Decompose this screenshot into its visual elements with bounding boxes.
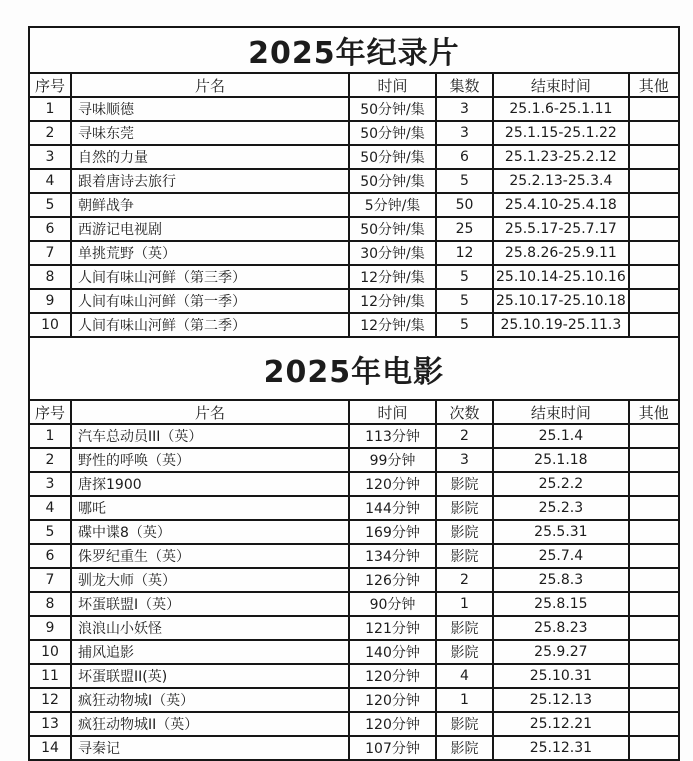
table-row <box>29 424 679 448</box>
table-cell: 西游记电视剧 <box>71 217 349 241</box>
table-cell: 影院 <box>436 616 493 640</box>
movie-table-body <box>29 424 679 760</box>
table-row <box>29 520 679 544</box>
table-cell: 捕风追影 <box>71 640 349 664</box>
table-row <box>29 97 679 121</box>
table-cell: 疯狂动物城II（英） <box>71 712 349 736</box>
table-cell: 25.9.27 <box>493 640 629 664</box>
table-row <box>29 568 679 592</box>
table-cell: 50 <box>436 193 493 217</box>
table-cell: 3 <box>436 121 493 145</box>
table-cell: 2 <box>436 568 493 592</box>
table-cell <box>629 424 679 448</box>
table-cell: 3 <box>29 145 71 169</box>
table-cell: 影院 <box>436 496 493 520</box>
table-cell: 寻味东莞 <box>71 121 349 145</box>
table-cell: 1 <box>436 592 493 616</box>
table-cell: 169分钟 <box>349 520 436 544</box>
table-cell: 25.12.13 <box>493 688 629 712</box>
table-cell <box>629 616 679 640</box>
movie-table-title: 2025年电影 <box>29 337 679 400</box>
table-cell: 50分钟/集 <box>349 145 436 169</box>
table-row <box>29 472 679 496</box>
column-header-duration: 时间 <box>349 400 436 424</box>
table-cell: 12 <box>436 241 493 265</box>
table-cell <box>629 496 679 520</box>
column-header-duration: 时间 <box>349 73 436 97</box>
table-cell: 11 <box>29 664 71 688</box>
table-cell: 5 <box>29 520 71 544</box>
table-cell: 25.10.14-25.10.16 <box>493 265 629 289</box>
table-cell <box>629 472 679 496</box>
table-cell: 140分钟 <box>349 640 436 664</box>
table-cell: 25.1.15-25.1.22 <box>493 121 629 145</box>
table-cell: 影院 <box>436 472 493 496</box>
table-cell: 疯狂动物城I（英） <box>71 688 349 712</box>
table-cell: 影院 <box>436 520 493 544</box>
table-row <box>29 592 679 616</box>
table-cell <box>629 688 679 712</box>
table-cell: 影院 <box>436 712 493 736</box>
table-cell: 30分钟/集 <box>349 241 436 265</box>
table-cell: 人间有味山河鲜（第一季） <box>71 289 349 313</box>
table-cell: 3 <box>436 97 493 121</box>
table-cell: 4 <box>29 496 71 520</box>
table-cell: 2 <box>29 121 71 145</box>
table-cell: 25.10.17-25.10.18 <box>493 289 629 313</box>
table-cell <box>629 121 679 145</box>
column-header-index: 序号 <box>29 73 71 97</box>
table-cell: 唐探1900 <box>71 472 349 496</box>
documentary-header-row <box>29 73 679 97</box>
table-cell: 4 <box>436 664 493 688</box>
table-row <box>29 241 679 265</box>
table-cell <box>629 640 679 664</box>
table-cell: 5分钟/集 <box>349 193 436 217</box>
table-cell <box>629 193 679 217</box>
table-cell: 7 <box>29 241 71 265</box>
column-header-other: 其他 <box>629 400 679 424</box>
documentary-table-head <box>29 27 679 97</box>
table-cell: 25.2.13-25.3.4 <box>493 169 629 193</box>
table-cell: 134分钟 <box>349 544 436 568</box>
documentary-title-row <box>29 27 679 73</box>
table-cell: 13 <box>29 712 71 736</box>
table-cell <box>629 448 679 472</box>
table-cell <box>629 241 679 265</box>
column-header-end-date: 结束时间 <box>493 73 629 97</box>
table-cell: 5 <box>29 193 71 217</box>
table-cell <box>629 97 679 121</box>
table-cell: 2 <box>436 424 493 448</box>
table-cell: 3 <box>29 472 71 496</box>
table-cell: 25 <box>436 217 493 241</box>
table-cell: 107分钟 <box>349 736 436 760</box>
table-cell: 25.5.17-25.7.17 <box>493 217 629 241</box>
table-cell: 144分钟 <box>349 496 436 520</box>
table-cell: 寻秦记 <box>71 736 349 760</box>
table-cell: 3 <box>436 448 493 472</box>
table-cell: 6 <box>29 217 71 241</box>
table-cell: 12分钟/集 <box>349 313 436 337</box>
table-cell: 单挑荒野（英） <box>71 241 349 265</box>
table-cell: 6 <box>436 145 493 169</box>
table-cell: 25.8.15 <box>493 592 629 616</box>
table-cell: 12 <box>29 688 71 712</box>
table-cell: 寻味顺德 <box>71 97 349 121</box>
table-cell: 25.8.26-25.9.11 <box>493 241 629 265</box>
table-cell: 120分钟 <box>349 472 436 496</box>
table-cell: 120分钟 <box>349 712 436 736</box>
table-cell: 碟中谍8（英） <box>71 520 349 544</box>
table-cell <box>629 265 679 289</box>
table-cell: 5 <box>436 313 493 337</box>
table-cell: 朝鲜战争 <box>71 193 349 217</box>
table-cell: 2 <box>29 448 71 472</box>
table-row <box>29 313 679 337</box>
table-cell: 99分钟 <box>349 448 436 472</box>
table-cell: 人间有味山河鲜（第三季） <box>71 265 349 289</box>
column-header-name: 片名 <box>71 400 349 424</box>
table-row <box>29 169 679 193</box>
table-cell: 10 <box>29 313 71 337</box>
table-cell <box>629 520 679 544</box>
table-cell: 25.1.23-25.2.12 <box>493 145 629 169</box>
table-cell: 14 <box>29 736 71 760</box>
table-cell: 25.8.23 <box>493 616 629 640</box>
table-cell: 50分钟/集 <box>349 97 436 121</box>
table-cell <box>629 289 679 313</box>
table-row <box>29 217 679 241</box>
table-cell: 25.1.4 <box>493 424 629 448</box>
table-cell: 10 <box>29 640 71 664</box>
table-cell: 120分钟 <box>349 688 436 712</box>
table-cell: 25.7.4 <box>493 544 629 568</box>
movie-table-head <box>29 337 679 424</box>
table-cell <box>629 736 679 760</box>
table-cell: 1 <box>436 688 493 712</box>
table-cell <box>629 664 679 688</box>
table-cell: 4 <box>29 169 71 193</box>
table-cell: 人间有味山河鲜（第二季） <box>71 313 349 337</box>
table-cell: 哪吒 <box>71 496 349 520</box>
table-cell: 5 <box>436 169 493 193</box>
table-cell: 9 <box>29 616 71 640</box>
table-cell: 25.1.18 <box>493 448 629 472</box>
column-header-name: 片名 <box>71 73 349 97</box>
column-header-times: 次数 <box>436 400 493 424</box>
table-cell <box>629 712 679 736</box>
movie-header-row <box>29 400 679 424</box>
table-cell: 浪浪山小妖怪 <box>71 616 349 640</box>
table-cell: 120分钟 <box>349 664 436 688</box>
table-cell: 50分钟/集 <box>349 169 436 193</box>
column-header-episodes: 集数 <box>436 73 493 97</box>
documentary-table-title: 2025年纪录片 <box>29 27 679 73</box>
column-header-index: 序号 <box>29 400 71 424</box>
table-row <box>29 712 679 736</box>
table-cell: 12分钟/集 <box>349 289 436 313</box>
table-cell <box>629 169 679 193</box>
table-cell: 25.10.31 <box>493 664 629 688</box>
table-cell: 50分钟/集 <box>349 121 436 145</box>
spreadsheet-page <box>28 26 680 761</box>
table-cell: 25.1.6-25.1.11 <box>493 97 629 121</box>
column-header-other: 其他 <box>629 73 679 97</box>
table-cell <box>629 544 679 568</box>
table-cell <box>629 313 679 337</box>
table-cell: 影院 <box>436 736 493 760</box>
table-cell: 25.12.21 <box>493 712 629 736</box>
table-cell <box>629 217 679 241</box>
table-cell: 25.2.3 <box>493 496 629 520</box>
table-row <box>29 544 679 568</box>
table-cell <box>629 592 679 616</box>
table-row <box>29 640 679 664</box>
table-cell: 1 <box>29 424 71 448</box>
table-cell: 25.8.3 <box>493 568 629 592</box>
table-row <box>29 664 679 688</box>
table-cell: 25.10.19-25.11.3 <box>493 313 629 337</box>
documentary-table-body <box>29 97 679 337</box>
table-row <box>29 145 679 169</box>
table-cell: 侏罗纪重生（英） <box>71 544 349 568</box>
table-cell: 汽车总动员III（英） <box>71 424 349 448</box>
table-cell: 25.4.10-25.4.18 <box>493 193 629 217</box>
table-cell: 50分钟/集 <box>349 217 436 241</box>
table-row <box>29 289 679 313</box>
table-cell <box>629 568 679 592</box>
table-cell: 7 <box>29 568 71 592</box>
table-cell: 影院 <box>436 544 493 568</box>
table-cell: 6 <box>29 544 71 568</box>
table-cell: 8 <box>29 592 71 616</box>
movie-title-row <box>29 337 679 400</box>
table-cell: 驯龙大师（英） <box>71 568 349 592</box>
table-row <box>29 688 679 712</box>
table-cell: 9 <box>29 289 71 313</box>
table-cell: 1 <box>29 97 71 121</box>
table-cell: 25.12.31 <box>493 736 629 760</box>
table-row <box>29 265 679 289</box>
table-cell: 25.5.31 <box>493 520 629 544</box>
column-header-end-date: 结束时间 <box>493 400 629 424</box>
table-cell <box>629 145 679 169</box>
table-row <box>29 448 679 472</box>
table-cell: 126分钟 <box>349 568 436 592</box>
table-row <box>29 121 679 145</box>
table-cell: 8 <box>29 265 71 289</box>
table-cell: 跟着唐诗去旅行 <box>71 169 349 193</box>
table-cell: 113分钟 <box>349 424 436 448</box>
table-cell: 5 <box>436 265 493 289</box>
table-row <box>29 193 679 217</box>
table-cell: 25.2.2 <box>493 472 629 496</box>
table-cell: 12分钟/集 <box>349 265 436 289</box>
table-cell: 自然的力量 <box>71 145 349 169</box>
table-cell: 5 <box>436 289 493 313</box>
table-row <box>29 736 679 760</box>
table-cell: 121分钟 <box>349 616 436 640</box>
table-row <box>29 496 679 520</box>
table-row <box>29 616 679 640</box>
table-cell: 坏蛋联盟I（英） <box>71 592 349 616</box>
table-cell: 坏蛋联盟II(英) <box>71 664 349 688</box>
schedule-table <box>28 26 680 761</box>
table-cell: 影院 <box>436 640 493 664</box>
table-cell: 90分钟 <box>349 592 436 616</box>
table-cell: 野性的呼唤（英） <box>71 448 349 472</box>
